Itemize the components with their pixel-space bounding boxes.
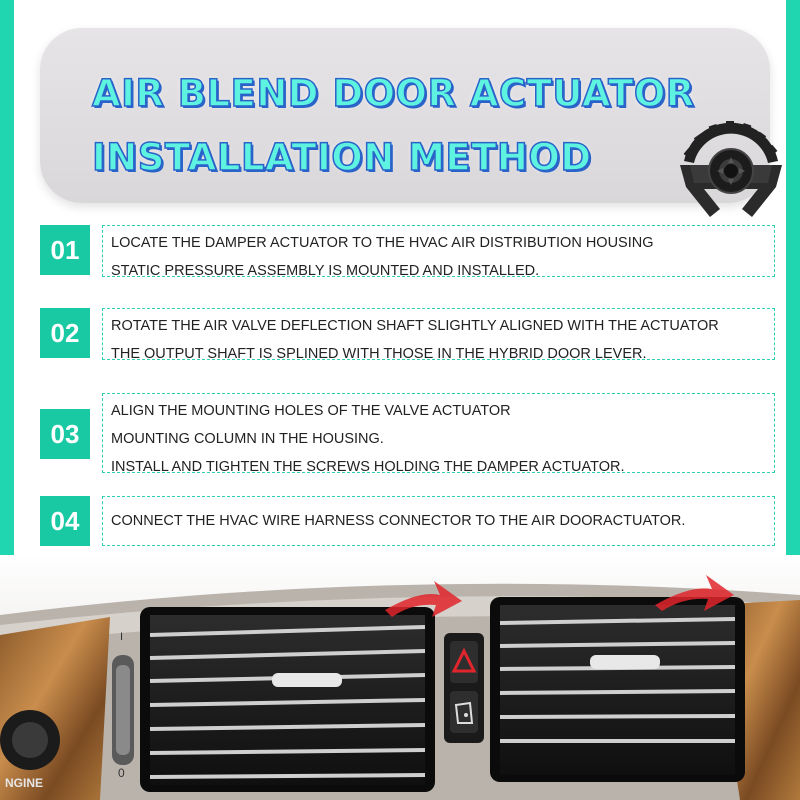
step-text-line: THE OUTPUT SHAFT IS SPLINED WITH THOSE IN THE HYBRID DOOR LEVER. (111, 346, 647, 360)
title-line-1: AIR BLEND DOOR ACTUATOR (92, 72, 695, 115)
step-text-line: LOCATE THE DAMPER ACTUATOR TO THE HVAC AIR DISTRIBUTION HOUSING (111, 235, 654, 251)
dial-mark-top: I (120, 631, 124, 643)
step-text-box (102, 496, 775, 546)
step-text-line: STATIC PRESSURE ASSEMBLY IS MOUNTED AND INSTALLED. (111, 263, 540, 277)
actuator-gear-image (672, 113, 790, 225)
step-text-box (102, 225, 775, 277)
dashboard-vent-photo (0, 555, 800, 800)
step-number-badge: 02 (40, 308, 90, 358)
step-2 (40, 308, 775, 360)
step-number-badge: 03 (40, 409, 90, 459)
step-text-line: ALIGN THE MOUNTING HOLES OF THE VALVE ACTUATOR (111, 403, 511, 419)
step-1 (40, 225, 775, 277)
step-text-line: MOUNTING COLUMN IN THE HOUSING. (111, 431, 384, 447)
title-line-2: INSTALLATION METHOD (92, 136, 592, 179)
step-text-box (102, 393, 775, 473)
step-text-box (102, 308, 775, 360)
header-card (40, 28, 770, 203)
step-4 (40, 496, 775, 546)
step-text-line: ROTATE THE AIR VALVE DEFLECTION SHAFT SLIGHTLY ALIGNED WITH THE ACTUATOR (111, 318, 719, 334)
engine-button-label: NGINE (5, 776, 44, 790)
step-number-badge: 01 (40, 225, 90, 275)
step-number-badge: 04 (40, 496, 90, 546)
step-3 (40, 393, 775, 473)
step-text-line: CONNECT THE HVAC WIRE HARNESS CONNECTOR TO THE AIR DOORACTUATOR. (111, 513, 686, 529)
dial-mark-bottom: 0 (118, 766, 125, 780)
step-text-line: INSTALL AND TIGHTEN THE SCREWS HOLDING THE DAMPER ACTUATOR. (111, 459, 625, 473)
